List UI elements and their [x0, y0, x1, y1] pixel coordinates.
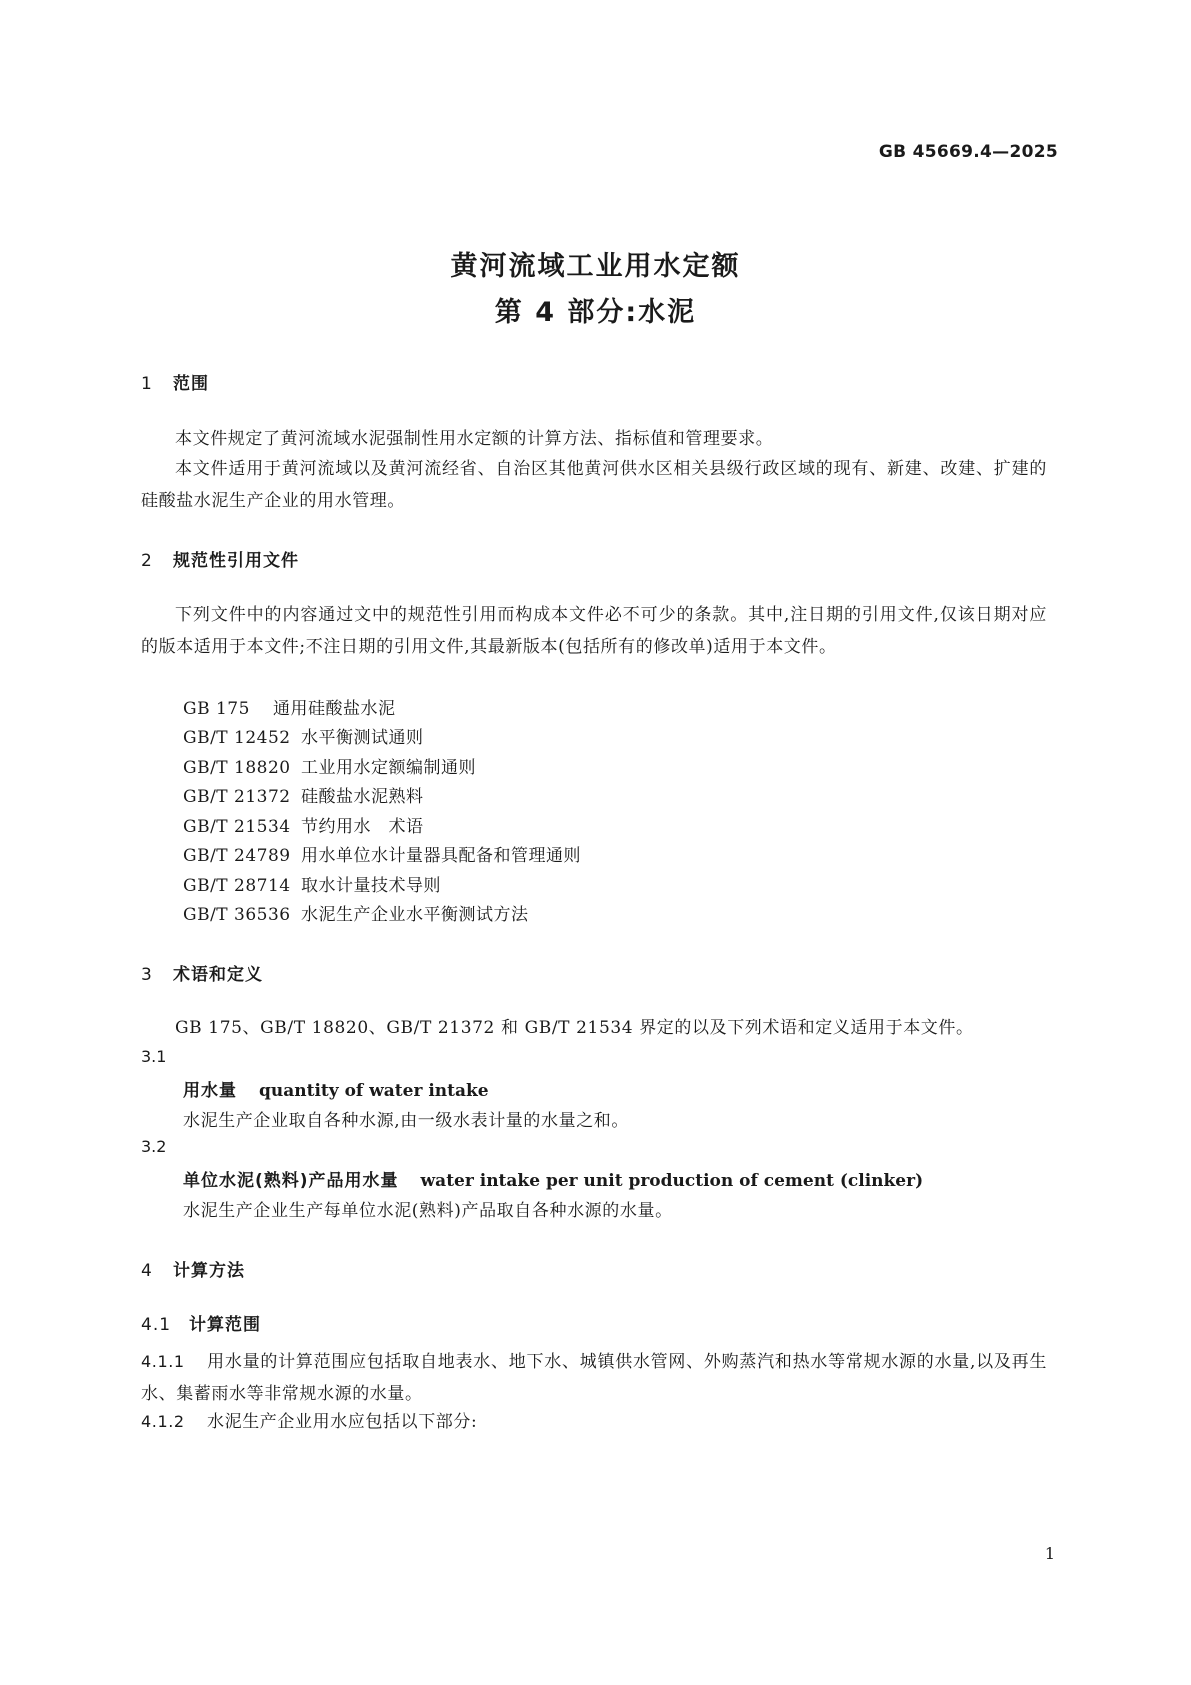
term-entry [183, 1076, 489, 1101]
clause-number: 4.1.1 [141, 1352, 185, 1371]
section-title: 计算方法 [173, 1261, 245, 1281]
reference-title: 通用硅酸盐水泥 [273, 699, 396, 719]
reference-item [183, 723, 424, 748]
reference-title: 用水单位水计量器具配备和管理通则 [301, 846, 581, 866]
term-chinese: 用水量 [183, 1081, 237, 1101]
document-title: 黄河流域工业用水定额 [450, 251, 741, 282]
reference-code: GB/T 36536 [183, 905, 291, 925]
subsection-4-1-heading [141, 1310, 261, 1335]
scope-paragraph-1: 本文件规定了黄河流域水泥强制性用水定额的计算方法、指标值和管理要求。 [175, 429, 774, 449]
clause-text: 水泥生产企业用水应包括以下部分: [207, 1412, 478, 1432]
term-number: 3.2 [141, 1137, 167, 1156]
reference-item [183, 753, 476, 778]
section-number: 4 [141, 1261, 153, 1281]
term-number: 3.1 [141, 1047, 167, 1066]
clause-text: 用水量的计算范围应包括取自地表水、地下水、城镇供水管网、外购蒸汽和热水等常规水源的水量,以及再生水、集蓄雨水等非常规水源的水量。 [141, 1352, 1047, 1404]
reference-code: GB/T 21372 [183, 787, 291, 807]
reference-title: 硅酸盐水泥熟料 [301, 787, 424, 807]
clause-4-1-1 [141, 1346, 1047, 1410]
section-1-heading [141, 369, 209, 394]
reference-item [183, 900, 529, 925]
reference-code: GB/T 18820 [183, 758, 291, 778]
reference-item [183, 782, 424, 807]
reference-title: 工业用水定额编制通则 [301, 758, 476, 778]
section-2-heading [141, 546, 299, 571]
reference-item [183, 694, 396, 719]
standard-code: GB 45669.4—2025 [878, 142, 1058, 162]
term-chinese: 单位水泥(熟料)产品用水量 [183, 1171, 399, 1191]
terms-intro: GB 175、GB/T 18820、GB/T 21372 和 GB/T 21534 界定的以及下列术语和定义适用于本文件。 [175, 1018, 974, 1038]
clause-4-1-2 [141, 1406, 1047, 1438]
section-number: 2 [141, 551, 153, 571]
term-definition: 水泥生产企业生产每单位水泥(熟料)产品取自各种水源的水量。 [183, 1201, 673, 1221]
term-entry [183, 1166, 923, 1191]
subsection-title: 计算范围 [189, 1315, 261, 1335]
reference-code: GB/T 24789 [183, 846, 291, 866]
normative-references-intro: 下列文件中的内容通过文中的规范性引用而构成本文件必不可少的条款。其中,注日期的引用文件,仅该日期对应的版本适用于本文件;不注日期的引用文件,其最新版本(包括所有的修改单)适用于本文件。 [141, 605, 1047, 657]
reference-item [183, 812, 424, 837]
reference-item [183, 841, 581, 866]
subsection-number: 4.1 [141, 1315, 172, 1335]
section-title: 范围 [173, 374, 209, 394]
reference-code: GB/T 12452 [183, 728, 291, 748]
reference-item [183, 871, 441, 896]
document-subtitle: 第 4 部分:水泥 [494, 297, 697, 328]
section-4-heading [141, 1256, 245, 1281]
reference-title: 水平衡测试通则 [301, 728, 424, 748]
page-number: 1 [1044, 1544, 1055, 1563]
reference-code: GB 175 [183, 699, 250, 719]
section-title: 术语和定义 [173, 965, 263, 985]
reference-title: 取水计量技术导则 [301, 876, 441, 896]
term-definition: 水泥生产企业取自各种水源,由一级水表计量的水量之和。 [183, 1111, 630, 1131]
scope-paragraph-2: 本文件适用于黄河流域以及黄河流经省、自治区其他黄河供水区相关县级行政区域的现有、新建、改建、扩建的硅酸盐水泥生产企业的用水管理。 [141, 459, 1047, 511]
term-english: water intake per unit production of cement (clinker) [420, 1171, 924, 1191]
reference-title: 节约用水 术语 [301, 817, 424, 837]
reference-title: 水泥生产企业水平衡测试方法 [301, 905, 529, 925]
section-number: 1 [141, 374, 153, 394]
reference-code: GB/T 21534 [183, 817, 291, 837]
section-3-heading [141, 960, 263, 985]
section-title: 规范性引用文件 [173, 551, 299, 571]
clause-number: 4.1.2 [141, 1412, 185, 1431]
term-english: quantity of water intake [259, 1081, 489, 1101]
section-number: 3 [141, 965, 153, 985]
reference-code: GB/T 28714 [183, 876, 291, 896]
